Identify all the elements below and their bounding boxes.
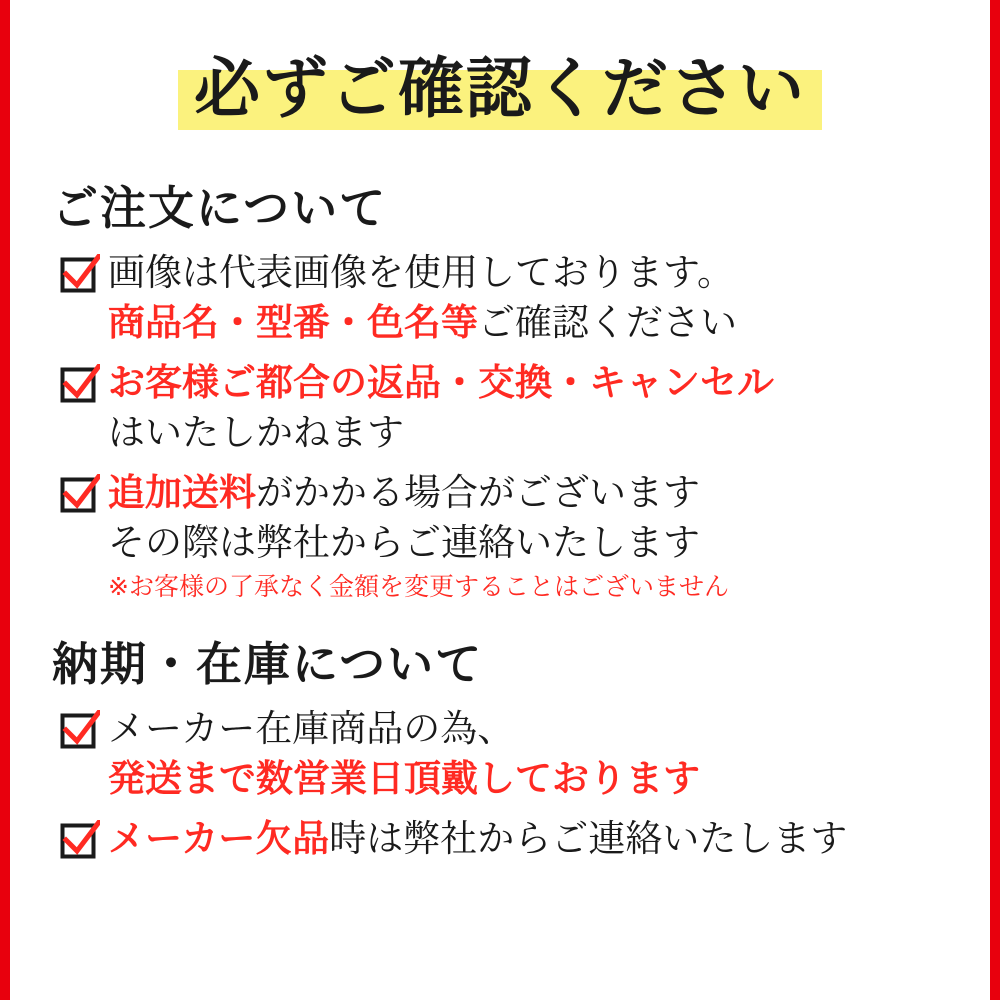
checkbox-checked-icon [60,710,100,750]
title-text: 必ずご確認ください [194,50,806,127]
checkbox-checked-icon [60,820,100,860]
body-text: 時は弊社からご連絡いたします [329,817,848,860]
checkbox-checked-icon [60,364,100,404]
body-text: はいたしかねます [108,411,404,454]
text-line [108,518,962,568]
emphasis-text: お客様ご都合の返品・交換・キャンセル [108,361,774,404]
emphasis-text: 発送まで数営業日頂戴しております [108,757,700,800]
body-text: その際は弊社からご連絡いたします [108,521,700,564]
emphasis-text: 追加送料 [108,471,256,514]
list-item [60,248,962,348]
list-item [60,814,962,864]
section-heading: ご注文について [52,181,388,235]
section-heading: 納期・在庫について [52,637,484,691]
list-item-text [108,358,962,458]
text-line [108,754,962,804]
text-line [108,298,962,348]
list-item-text [108,704,962,804]
list-item-text [108,248,962,348]
list-item [60,468,962,606]
list-item [60,358,962,458]
text-line [108,704,962,754]
notice-content [10,0,990,1000]
left-red-border [0,0,10,1000]
text-line [108,358,962,408]
list-item [60,704,962,804]
checkbox-checked-icon [60,474,100,514]
page-title [38,34,962,146]
text-line [108,814,962,864]
text-line [108,468,962,518]
text-line [108,248,962,298]
body-text: がかかる場合がございます [256,471,700,514]
checkbox-checked-icon [60,254,100,294]
body-text: ご確認ください [478,301,737,344]
emphasis-text: メーカー欠品 [108,817,330,860]
body-text: メーカー在庫商品の為、 [108,707,515,750]
list-item-text [108,814,962,864]
right-red-border [990,0,1000,1000]
text-line [108,408,962,458]
sections-root [38,172,962,864]
list-item-text [108,468,962,606]
body-text: 画像は代表画像を使用しております。 [108,251,735,294]
footnote-text: ※お客様の了承なく金額を変更することはございません [108,572,729,601]
emphasis-text: 商品名・型番・色名等 [108,301,478,344]
